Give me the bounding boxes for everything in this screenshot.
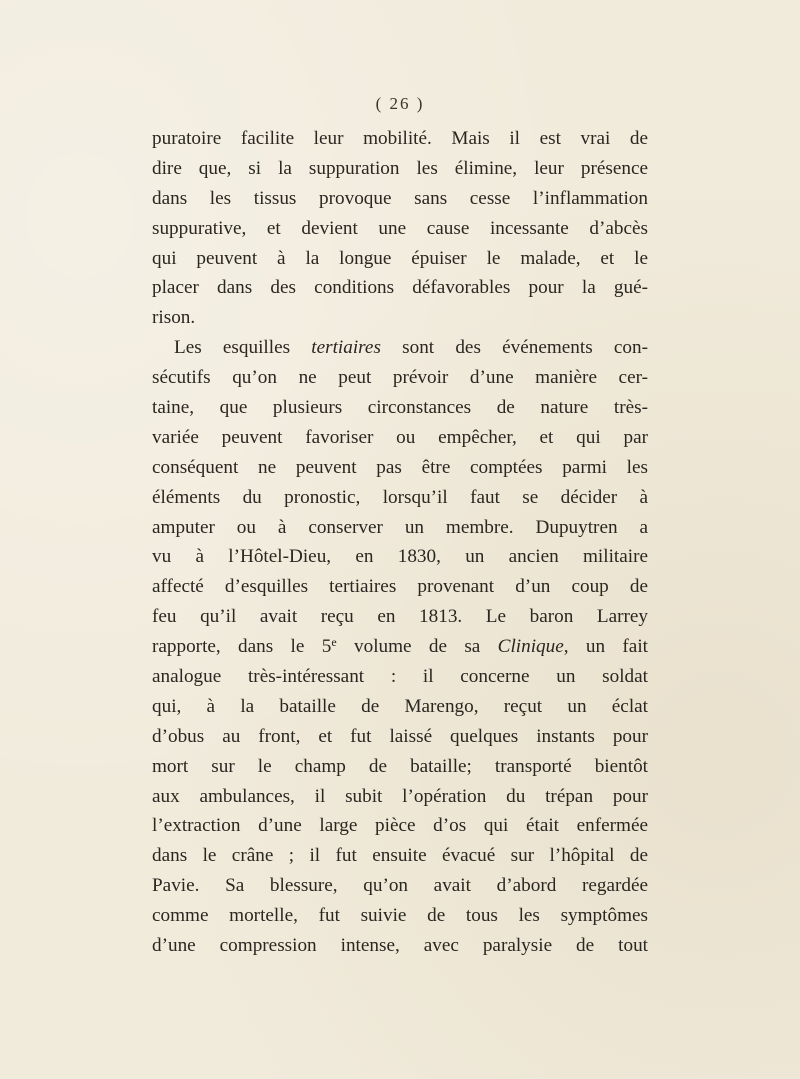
text-line: analogue très-intéressant : il concerne un soldat [152,666,648,688]
text-line: qui peuvent à la longue épuiser le malade, et le [152,247,648,269]
text-line: qui, à la bataille de Marengo, reçut un éclat [152,695,648,717]
text-line: amputer ou à conserver un membre. Dupuytren a [152,516,648,538]
italic-title: Clinique [497,636,564,658]
text-line: vu à l’Hôtel-Dieu, en 1830, un ancien militaire [152,546,648,568]
text-line: puratoire facilite leur mobilité. Mais il est vrai de [152,128,648,149]
text-line: l’extraction d’une large pièce d’os qui était enfermée [152,815,648,837]
text-line: dire que, si la suppuration les élimine, leur présence [152,157,648,179]
text-line [152,333,648,363]
text-line: sécutifs qu’on ne peut prévoir d’une manière cer- [152,367,648,389]
line-segment: sont des événements con- [380,337,648,359]
italic-term: tertiaires [311,337,381,359]
text-line: dans les tissus provoque sans cesse l’inflammation [152,187,648,209]
text-line: conséquent ne peuvent pas être comptées parmi les [152,456,648,478]
text-line: affecté d’esquilles tertiaires provenant d’un coup de [152,576,648,598]
text-line: d’une compression intense, avec paralysie de tout [152,935,648,957]
superscript: e [331,635,337,650]
text-line: taine, que plusieurs circonstances de nature très- [152,397,648,419]
text-line: suppurative, et devient une cause incessante d’abcès [152,217,648,239]
text-line: variée peuvent favoriser ou empêcher, et qui par [152,426,648,448]
text-line: placer dans des conditions défavorables pour la gué- [152,277,648,299]
text-line: éléments du pronostic, lorsqu’il faut se décider à [152,486,648,508]
text-line [152,632,648,662]
line-segment: volume de sa [336,636,498,658]
text-line: feu qu’il avait reçu en 1813. Le baron Larrey [152,606,648,628]
text-line: dans le crâne ; il fut ensuite évacué sur l’hôpital de [152,845,648,867]
body-text [152,124,648,961]
text-line: comme mortelle, fut suivie de tous les symptômes [152,905,648,927]
page-number: ( 26 ) [375,94,425,113]
line-segment: Les esquilles [174,337,312,359]
text-line: rison. [152,307,196,329]
text-line: aux ambulances, il subit l’opération du trépan pour [152,785,648,807]
text-line: Pavie. Sa blessure, qu’on avait d’abord regardée [152,875,648,897]
text-line: d’obus au front, et fut laissé quelques instants pour [152,725,648,747]
text-line: mort sur le champ de bataille; transporté bientôt [152,755,648,777]
line-segment: , un fait [563,636,648,658]
line-segment: rapporte, dans le 5 [152,636,332,658]
